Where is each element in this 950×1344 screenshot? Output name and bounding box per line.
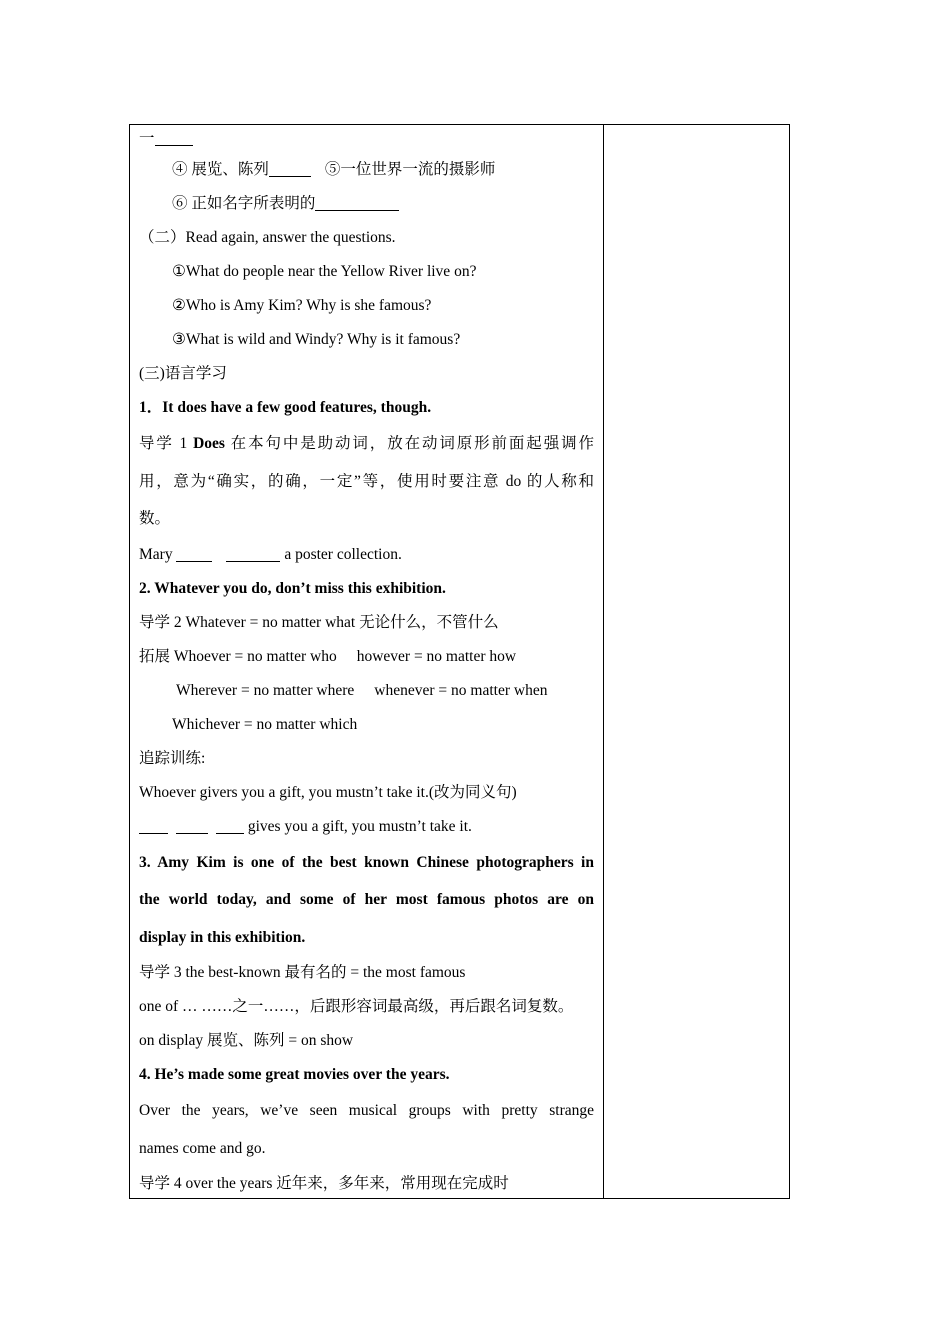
extension-line-2: Wherever = no matter where whenever = no matter when — [176, 681, 548, 699]
extension-line-1: 拓展 Whoever = no matter who however = no matter how — [139, 647, 517, 665]
example-line-1: Over the years, we’ve seen musical groups with pretty strange — [139, 1102, 594, 1119]
guide-1-line-2: 用，意为“确实，的确，一定”等，使用时要注意 do 的人称和 — [139, 472, 594, 490]
answer-blank[interactable] — [176, 832, 208, 834]
guide-3-line-1: 导学 3 the best-known 最有名的 = the most famous — [139, 964, 466, 981]
section-3-heading: (三)语言学习 — [139, 365, 227, 382]
guide-4: 导学 4 over the years 近年来，多年来，常用现在完成时 — [139, 1175, 509, 1192]
guide-1-line-3: 数。 — [139, 510, 171, 527]
worksheet-table — [129, 124, 790, 1199]
answer-blank[interactable] — [269, 175, 311, 177]
question-2: ②Who is Amy Kim? Why is she famous? — [172, 297, 432, 314]
question-3: ③What is wild and Windy? Why is it famous? — [172, 331, 461, 348]
point-3-line-3: display in this exhibition. — [139, 928, 306, 946]
section-2-heading: （二）Read again, answer the questions. — [139, 229, 396, 246]
column-divider — [603, 125, 604, 1198]
answer-blank[interactable] — [139, 832, 168, 834]
guide-3-line-2: one of … ……之一……，后跟形容词最高级，再后跟名词复数。 — [139, 998, 574, 1015]
guide-2: 导学 2 Whatever = no matter what 无论什么，不管什么 — [139, 613, 499, 631]
point-2-sentence: 2. Whatever you do, don’t miss this exhibition. — [139, 579, 446, 597]
extension-line-3: Whichever = no matter which — [172, 715, 358, 733]
point-4-sentence: 4. He’s made some great movies over the years. — [139, 1066, 450, 1083]
main-cell — [139, 125, 594, 1201]
example-line-2: names come and go. — [139, 1139, 266, 1157]
point-3-line-1: 3. Amy Kim is one of the best known Chinese photographers in — [139, 853, 594, 871]
answer-blank[interactable] — [176, 560, 212, 562]
practice-heading: 追踪训练: — [139, 749, 206, 767]
question-1: ①What do people near the Yellow River live on? — [172, 263, 477, 280]
guide-1-line-1: 导学 1 Does 在本句中是助动词，放在动词原形前面起强调作 — [139, 435, 594, 452]
point-1-sentence: 1．It does have a few good features, though. — [139, 399, 432, 416]
answer-blank[interactable] — [216, 832, 244, 834]
line-continuation: 一 — [139, 125, 594, 153]
vocab-line-6: ⑥ 正如名字所表明的 — [139, 187, 594, 221]
practice-rewrite: gives you a gift, you mustn’t take it. — [139, 810, 594, 844]
practice-sentence: Whoever givers you a gift, you mustn’t take it.(改为同义句) — [139, 783, 517, 801]
answer-blank[interactable] — [155, 144, 193, 146]
exercise-mary: Mary a poster collection. — [139, 545, 402, 563]
answer-blank[interactable] — [315, 209, 399, 211]
point-3-line-2: the world today, and some of her most famous photos are on — [139, 891, 594, 908]
vocab-line-4-5: ④ 展览、陈列 ⑤一位世界一流的摄影师 — [172, 161, 496, 178]
guide-3-line-3: on display 展览、陈列 = on show — [139, 1032, 354, 1049]
answer-blank[interactable] — [226, 560, 280, 562]
